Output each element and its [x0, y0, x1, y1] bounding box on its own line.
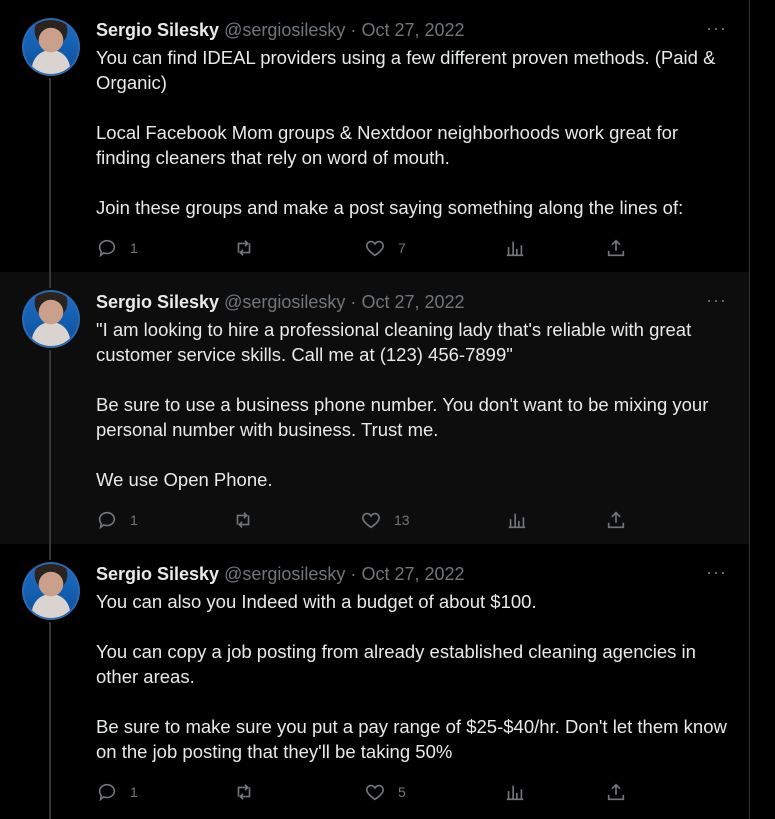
avatar[interactable] — [22, 290, 80, 348]
tweet-paragraph: Join these groups and make a post saying something along the lines of: — [96, 197, 684, 218]
avatar[interactable] — [22, 18, 80, 76]
reply-icon — [96, 781, 118, 803]
tweet-paragraph: Be sure to use a business phone number. You don't want to be mixing your personal number with business. Trust me. — [96, 394, 709, 440]
reply-count: 1 — [130, 240, 138, 256]
like-count: 7 — [398, 240, 406, 256]
views-button[interactable] — [506, 508, 528, 532]
retweet-button[interactable] — [232, 508, 266, 532]
tweet-actions — [96, 780, 636, 804]
tweet-header — [96, 562, 727, 586]
tweet-actions — [96, 508, 636, 532]
more-icon[interactable]: ··· — [706, 562, 727, 582]
author-name[interactable]: Sergio Silesky — [96, 292, 220, 312]
like-count: 13 — [394, 512, 410, 528]
tweet-date[interactable]: Oct 27, 2022 — [361, 292, 465, 312]
tweet-paragraph: You can copy a job posting from already established cleaning agencies in other areas. — [96, 641, 696, 687]
tweet-text — [96, 45, 731, 220]
retweet-icon — [232, 509, 254, 531]
tweet-actions — [96, 236, 636, 260]
tweet[interactable] — [0, 544, 749, 819]
avatar[interactable] — [22, 562, 80, 620]
views-button[interactable] — [504, 236, 526, 260]
thread-line — [49, 272, 51, 288]
tweet-paragraph: You can also you Indeed with a budget of about $100. — [96, 591, 537, 612]
author-handle[interactable]: @sergiosilesky — [224, 20, 346, 40]
reply-icon — [96, 509, 118, 531]
reply-button[interactable] — [96, 508, 138, 532]
reply-button[interactable] — [96, 236, 138, 260]
tweet-text — [96, 589, 731, 764]
reply-count: 1 — [130, 784, 138, 800]
share-button[interactable] — [605, 780, 627, 804]
retweet-icon — [233, 237, 255, 259]
thread-line — [49, 78, 51, 272]
author-handle[interactable]: @sergiosilesky — [224, 564, 346, 584]
separator: · — [350, 292, 357, 312]
tweet-paragraph: We use Open Phone. — [96, 469, 273, 490]
like-button[interactable] — [364, 236, 406, 260]
like-button[interactable] — [360, 508, 410, 532]
share-icon — [605, 237, 627, 259]
views-button[interactable] — [504, 780, 526, 804]
tweet-header — [96, 290, 727, 314]
tweet[interactable] — [0, 272, 749, 544]
separator: · — [350, 564, 357, 584]
thread-line — [49, 350, 51, 544]
tweet[interactable] — [0, 0, 749, 272]
share-icon — [605, 509, 627, 531]
author-name[interactable]: Sergio Silesky — [96, 20, 220, 40]
share-button[interactable] — [605, 236, 627, 260]
like-count: 5 — [398, 784, 406, 800]
retweet-button[interactable] — [233, 236, 267, 260]
like-button[interactable] — [364, 780, 406, 804]
retweet-icon — [233, 781, 255, 803]
tweet-text — [96, 317, 731, 492]
more-icon[interactable]: ··· — [706, 18, 727, 38]
tweet-paragraph: Be sure to make sure you put a pay range of $25-$40/hr. Don't let them know on the job posting that they'll be taking 50% — [96, 716, 727, 762]
tweet-paragraph: You can find IDEAL providers using a few different proven methods. (Paid & Organic) — [96, 47, 716, 93]
like-icon — [364, 237, 386, 259]
views-icon — [504, 781, 526, 803]
reply-icon — [96, 237, 118, 259]
share-button[interactable] — [605, 508, 627, 532]
tweet-date[interactable]: Oct 27, 2022 — [361, 20, 465, 40]
reply-count: 1 — [130, 512, 138, 528]
tweet-date[interactable]: Oct 27, 2022 — [361, 564, 465, 584]
tweet-header — [96, 18, 727, 42]
more-icon[interactable]: ··· — [706, 290, 727, 310]
retweet-button[interactable] — [233, 780, 267, 804]
author-name[interactable]: Sergio Silesky — [96, 564, 220, 584]
tweet-paragraph: "I am looking to hire a professional cleaning lady that's reliable with great customer service skills. Call me at (123) 456-7899" — [96, 319, 692, 365]
views-icon — [504, 237, 526, 259]
tweet-paragraph: Local Facebook Mom groups & Nextdoor neighborhoods work great for finding cleaners that rely on word of mouth. — [96, 122, 679, 168]
reply-button[interactable] — [96, 780, 138, 804]
like-icon — [360, 509, 382, 531]
share-icon — [605, 781, 627, 803]
thread-line — [49, 544, 51, 560]
like-icon — [364, 781, 386, 803]
author-handle[interactable]: @sergiosilesky — [224, 292, 346, 312]
views-icon — [506, 509, 528, 531]
thread-line — [49, 622, 51, 819]
separator: · — [350, 20, 357, 40]
